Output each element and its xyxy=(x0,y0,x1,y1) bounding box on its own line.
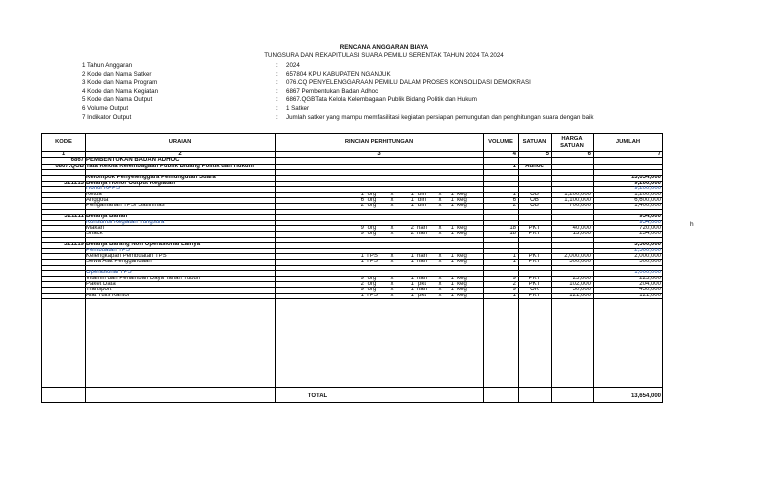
cell-rincian-part: hari xyxy=(416,259,427,265)
cell-rincian-part: bln xyxy=(417,192,426,197)
cell-rincian-part: org xyxy=(367,225,377,231)
cell-harga-satuan: 13,000 xyxy=(572,231,591,237)
cell-uraian: Sewa Alat Penggandaan xyxy=(86,259,152,265)
cell-satuan: PKT xyxy=(528,292,541,298)
colnum-4: 4 xyxy=(512,152,516,157)
cell-rincian-part: x xyxy=(390,197,394,203)
cell-rincian-part: 1 xyxy=(410,197,414,203)
header-rincian: RINCIAN PERHITUNGAN xyxy=(344,139,414,146)
info-colon: : xyxy=(276,96,278,104)
cell-uraian: Kelompok Penyelenggara Pemungutan Suara xyxy=(86,175,216,181)
total-row xyxy=(42,387,662,405)
cell-rincian-part: x xyxy=(438,292,442,298)
cell-rincian-part: keg xyxy=(457,231,467,237)
info-value: Jumlah satker yang mampu memfasilitasi kegiatan persiapan pemungutan dan penghitungan suara dengan baik xyxy=(286,113,594,121)
cell-rincian-part: keg xyxy=(457,281,467,287)
cell-jumlah: 500,000 xyxy=(639,259,661,265)
cell-rincian-part: x xyxy=(438,197,442,203)
cell-satuan: OB xyxy=(530,197,539,203)
cell-rincian-part: 1 xyxy=(450,259,454,265)
info-value: 6867.QGBTata Kelola Kelembagaan Publik Bidang Politik dan Hukum xyxy=(286,96,477,104)
cell-uraian: Operasional TPS xyxy=(86,270,132,276)
cell-rincian-part: 2 xyxy=(410,231,414,237)
info-colon: : xyxy=(276,104,278,112)
cell-rincian-part: 1 xyxy=(450,192,454,197)
colnum-3: 3 xyxy=(377,152,381,157)
document-title: RENCANA ANGGARAN BIAYA xyxy=(339,44,429,51)
info-label: 5 Kode dan Nama Output xyxy=(82,96,153,104)
cell-rincian-part: keg xyxy=(457,276,467,281)
cell-rincian-part: x xyxy=(390,276,394,281)
cell-rincian-part: hari xyxy=(416,253,427,259)
cell-rincian-part: x xyxy=(390,281,394,287)
cell-satuan: Adhoc xyxy=(525,164,544,169)
cell-rincian-part: keg xyxy=(457,192,467,197)
cell-uraian: PEMBENTUKAN BADAN ADHOC xyxy=(86,158,180,164)
cell-uraian: Belanja Bahan xyxy=(86,214,128,220)
cell-rincian-part: x xyxy=(390,253,394,259)
cell-rincian-part: 9 xyxy=(360,225,364,231)
cell-uraian: Snack xyxy=(86,231,103,237)
cell-satuan: PKT xyxy=(528,281,541,287)
cell-uraian: Paket Data xyxy=(86,281,116,287)
cell-rincian-part: 1 xyxy=(450,231,454,237)
cell-rincian-part: bln xyxy=(417,197,426,203)
header-uraian: URAIAN xyxy=(168,139,192,146)
cell-rincian-part: 2 xyxy=(360,281,364,287)
cell-rincian-part: 1 xyxy=(450,225,454,231)
cell-volume: 1 xyxy=(512,164,516,169)
cell-rincian-part: org xyxy=(367,287,377,293)
cell-jumlah: 954,000 xyxy=(639,214,661,220)
total-label: TOTAL xyxy=(307,393,328,399)
cell-satuan: PKT xyxy=(528,225,541,231)
cell-rincian-part: 1 xyxy=(360,192,364,197)
cell-jumlah: 720,000 xyxy=(639,225,661,231)
cell-rincian-part: x xyxy=(390,192,394,197)
header-volume: VOLUME xyxy=(488,139,513,146)
cell-rincian-part: 9 xyxy=(360,276,364,281)
cell-rincian-part: 9 xyxy=(360,287,364,293)
info-label: 7 Indikator Output xyxy=(82,113,132,121)
cell-volume: 1 xyxy=(512,253,516,259)
colnum-6: 6 xyxy=(587,152,591,157)
cell-harga-satuan: 25,000 xyxy=(572,276,591,281)
colnum-5: 5 xyxy=(545,152,549,157)
cell-volume: 9 xyxy=(512,287,516,293)
cell-rincian-part: 6 xyxy=(360,197,364,203)
cell-satuan: PKT xyxy=(528,276,541,281)
cell-rincian-part: x xyxy=(390,225,394,231)
cell-rincian-part: keg xyxy=(457,253,467,259)
cell-rincian-part: keg xyxy=(457,197,467,203)
cell-uraian: Kelengkapan Pembuatan TPS xyxy=(86,253,167,259)
cell-rincian-part: 1 xyxy=(410,192,414,197)
cell-harga-satuan: 1,100,000 xyxy=(564,197,591,203)
cell-rincian-part: x xyxy=(438,203,442,209)
info-value: 076.CQ PENYELENGGARAAN PEMILU DALAM PROSES KONSOLIDASI DEMOKRASI xyxy=(286,79,531,87)
cell-satuan: PKT xyxy=(528,253,541,259)
cell-volume: 6 xyxy=(512,197,516,203)
cell-rincian-part: pkt xyxy=(417,292,426,298)
cell-rincian-part: hari xyxy=(416,231,427,237)
info-colon: : xyxy=(276,113,278,121)
info-colon: : xyxy=(276,87,278,95)
info-value: 1 Satker xyxy=(286,104,310,112)
budget-table xyxy=(41,133,663,403)
cell-jumlah: 204,000 xyxy=(639,281,661,287)
cell-rincian-part: 1 xyxy=(410,281,414,287)
cell-harga-satuan: 102,000 xyxy=(569,281,591,287)
cell-rincian-part: 1 xyxy=(450,197,454,203)
cell-rincian-part: org xyxy=(367,231,377,237)
info-value: 6867 Pembentukan Badan Adhoc xyxy=(286,87,379,95)
cell-rincian-part: x xyxy=(438,276,442,281)
info-label: 4 Kode dan Nama Kegiatan xyxy=(82,87,159,95)
cell-volume: 1 xyxy=(512,259,516,265)
cell-harga-satuan: 50,000 xyxy=(572,287,591,293)
cell-jumlah: 3,500,000 xyxy=(634,242,661,248)
cell-uraian: Honor KPPS xyxy=(86,186,121,192)
cell-uraian: Ketua xyxy=(86,192,102,197)
cell-uraian: Makan xyxy=(86,225,105,231)
cell-rincian-part: x xyxy=(438,225,442,231)
cell-rincian-part: 1 xyxy=(410,292,414,298)
cell-harga-satuan: 700,000 xyxy=(569,203,591,209)
document-subtitle: TUNGSURA DAN REKAPITULASI SUARA PEMILU SERENTAK TAHUN 2024 TA 2024 xyxy=(264,52,504,59)
cell-jumlah: 121,000 xyxy=(639,292,661,298)
cell-jumlah: 954,000 xyxy=(639,220,661,225)
cell-rincian-part: x xyxy=(438,192,442,197)
cell-rincian-part: x xyxy=(438,259,442,265)
cell-rincian-part: 1 xyxy=(450,203,454,209)
cell-uraian: Pengamanan TPS/ Satlinmas xyxy=(86,203,165,209)
cell-uraian: Belanja Barang Non Operasional Lainya xyxy=(86,242,201,248)
cell-rincian-part: keg xyxy=(457,225,467,231)
cell-jumlah: 13,654,000 xyxy=(630,175,661,181)
cell-rincian-part: x xyxy=(438,281,442,287)
info-value: 657804 KPU KABUPATEN NGANJUK xyxy=(286,70,391,78)
cell-satuan: OB xyxy=(530,203,539,209)
cell-volume: 1 xyxy=(512,292,516,298)
cell-uraian: Transport xyxy=(86,287,112,293)
cell-rincian-part: TPS xyxy=(366,292,378,298)
colnum-7: 7 xyxy=(657,152,661,157)
info-colon: : xyxy=(276,70,278,78)
cell-harga-satuan: 500,000 xyxy=(569,259,591,265)
cell-rincian-part: 1 xyxy=(410,253,414,259)
cell-rincian-part: keg xyxy=(457,259,467,265)
cell-satuan: PKT xyxy=(528,231,541,237)
info-colon: : xyxy=(276,79,278,87)
cell-harga-satuan: 121,000 xyxy=(569,292,591,298)
cell-rincian-part: org xyxy=(367,192,377,197)
cell-rincian-part: 1 xyxy=(450,276,454,281)
cell-harga-satuan: 1,200,000 xyxy=(564,192,591,197)
header-satuan: SATUAN xyxy=(522,139,547,146)
cell-satuan: PKT xyxy=(528,259,541,265)
cell-rincian-part: keg xyxy=(457,287,467,293)
cell-rincian-part: x xyxy=(390,259,394,265)
cell-jumlah: 2,500,000 xyxy=(634,248,661,253)
cell-jumlah: 234,000 xyxy=(639,231,661,237)
cell-rincian-part: org xyxy=(367,276,377,281)
cell-rincian-part: 1 xyxy=(360,259,364,265)
cell-volume: 18 xyxy=(509,231,516,237)
colnum-1: 1 xyxy=(61,152,66,157)
cell-rincian-part: 1 xyxy=(450,253,454,259)
cell-rincian-part: x xyxy=(438,287,442,293)
cell-jumlah: 1,400,000 xyxy=(634,203,661,209)
cell-rincian-part: x xyxy=(390,203,394,209)
header-harga-satuan: HARGA SATUAN xyxy=(560,136,584,149)
cell-satuan: OB xyxy=(530,192,539,197)
cell-jumlah: 1,200,000 xyxy=(634,192,661,197)
cell-jumlah: 450,000 xyxy=(639,287,661,293)
cell-kode: 6867 xyxy=(70,158,84,164)
cell-volume: 1 xyxy=(512,192,516,197)
cell-kode: 521211 xyxy=(64,214,84,220)
colnum-2: 2 xyxy=(178,152,182,157)
cell-jumlah: 6,600,000 xyxy=(634,197,661,203)
cell-rincian-part: x xyxy=(390,287,394,293)
cell-jumlah: 1,000,000 xyxy=(634,270,661,276)
cell-uraian: Tata Kelola Kelembagaan Publik Bidang Politik dan Hukum xyxy=(86,164,254,169)
cell-rincian-part: 1 xyxy=(410,276,414,281)
cell-rincian-part: hari xyxy=(416,225,427,231)
cell-uraian: Pembuatan TPS xyxy=(86,248,130,253)
cell-rincian-part: bln xyxy=(417,203,426,209)
cell-harga-satuan: 40,000 xyxy=(572,225,591,231)
cell-jumlah: 9,200,000 xyxy=(634,180,661,186)
cell-kode: 6867.QGB xyxy=(55,164,84,169)
cell-rincian-part: org xyxy=(367,203,377,209)
cell-rincian-part: TPS xyxy=(366,253,378,259)
cell-rincian-part: hari xyxy=(416,276,427,281)
cell-uraian: Konsumsi Kegiatan Tungsura xyxy=(86,220,165,225)
cell-rincian-part: x xyxy=(438,253,442,259)
cell-rincian-part: org xyxy=(367,197,377,203)
cell-rincian-part: x xyxy=(438,231,442,237)
info-label: 6 Volume Output xyxy=(82,104,129,112)
stray-character: h xyxy=(690,221,694,228)
cell-satuan: OK xyxy=(530,287,539,293)
cell-rincian-part: org xyxy=(367,281,377,287)
cell-volume: 2 xyxy=(512,203,516,209)
info-label: 2 Kode dan Nama Satker xyxy=(82,70,152,78)
cell-rincian-part: 1 xyxy=(410,287,414,293)
cell-rincian-part: 2 xyxy=(410,225,414,231)
info-value: 2024 xyxy=(286,62,300,69)
cell-rincian-part: 1 xyxy=(450,287,454,293)
header-jumlah: JUMLAH xyxy=(615,139,641,146)
cell-rincian-part: 1 xyxy=(360,253,364,259)
cell-kode: 521213 xyxy=(63,180,84,186)
cell-volume: 18 xyxy=(509,225,516,231)
cell-rincian-part: 1 xyxy=(410,203,414,209)
cell-rincian-part: keg xyxy=(457,292,467,298)
header-kode: KODE xyxy=(55,139,72,146)
cell-uraian: Anggota xyxy=(86,197,109,203)
cell-uraian: Vitamin dan Penambah Daya Tahan Tubuh xyxy=(86,276,201,281)
info-label: 3 Kode dan Nama Program xyxy=(82,79,158,87)
info-label: 1 Tahun Anggaran xyxy=(82,62,133,69)
cell-jumlah: 2,000,000 xyxy=(634,253,661,259)
cell-kode: 521219 xyxy=(63,242,84,248)
cell-rincian-part: 1 xyxy=(360,292,364,298)
cell-rincian-part: 2 xyxy=(360,203,364,209)
cell-uraian: Belanja Honor Output Kegiatan xyxy=(86,180,176,186)
cell-rincian-part: x xyxy=(390,231,394,237)
cell-rincian-part: 1 xyxy=(410,259,414,265)
cell-rincian-part: 1 xyxy=(450,281,454,287)
cell-rincian-part: keg xyxy=(457,203,467,209)
cell-volume: 9 xyxy=(512,276,516,281)
cell-rincian-part: 1 xyxy=(450,292,454,298)
cell-rincian-part: hari xyxy=(416,287,427,293)
cell-rincian-part: pkt xyxy=(417,281,426,287)
info-colon: : xyxy=(276,62,278,69)
cell-rincian-part: x xyxy=(390,292,394,298)
cell-rincian-part: TPS xyxy=(366,259,378,265)
cell-volume: 2 xyxy=(512,281,516,287)
table-row xyxy=(42,293,662,299)
cell-rincian-part: 9 xyxy=(360,231,364,237)
cell-harga-satuan: 2,000,000 xyxy=(564,253,591,259)
total-value: 13,654,000 xyxy=(630,393,661,399)
cell-jumlah: 225,000 xyxy=(639,276,661,281)
cell-jumlah: 9,200,000 xyxy=(634,186,661,192)
cell-uraian: Alat Tulis Kantor xyxy=(86,292,130,298)
